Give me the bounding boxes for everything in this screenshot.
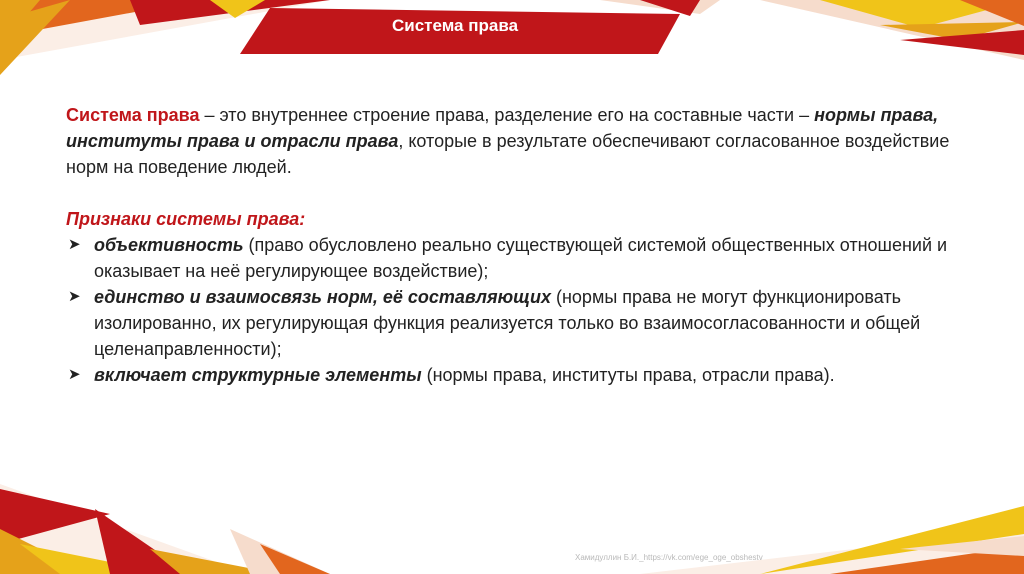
list-item xyxy=(66,232,966,284)
list-item xyxy=(66,362,966,388)
definition-emphasis: нормы права, институты права и отрасли права xyxy=(66,105,939,151)
sign-rest: (право обусловлено реально существующей системой общественных отношений и оказывает на неё регулирующее воздействие); xyxy=(94,235,948,281)
list-item xyxy=(66,284,966,362)
page-title: Система права xyxy=(391,16,519,35)
signs-heading: Признаки системы права: xyxy=(66,209,306,229)
sign-bold: единство и взаимосвязь норм, её составляющих xyxy=(94,287,551,307)
sign-rest: (нормы права, институты права, отрасли права). xyxy=(421,365,835,385)
signs-list xyxy=(66,232,966,388)
arrow-bullet-icon: ➤ xyxy=(68,236,81,253)
definition-text-2: , которые в результате обеспечивают согласованное воздействие норм на поведение людей. xyxy=(66,131,950,177)
sign-bold: объективность xyxy=(94,235,244,255)
arrow-bullet-icon: ➤ xyxy=(68,288,81,305)
footer-credit: Хамидуллин Б.И._https://vk.com/ege_oge_obshestv xyxy=(575,553,763,562)
definition-text-1: – это внутреннее строение права, разделение его на составные части – xyxy=(199,105,815,125)
sign-bold: включает структурные элементы xyxy=(94,365,422,385)
arrow-bullet-icon: ➤ xyxy=(68,366,81,383)
bottom-decoration xyxy=(0,474,1024,574)
definition-paragraph xyxy=(66,102,966,180)
definition-term: Система права xyxy=(66,105,200,125)
sign-rest: (нормы права не могут функционировать изолированно, их регулирующая функция реализуется только во взаимосогласованности и общей целенаправленности); xyxy=(94,287,921,359)
slide-content xyxy=(66,102,966,388)
